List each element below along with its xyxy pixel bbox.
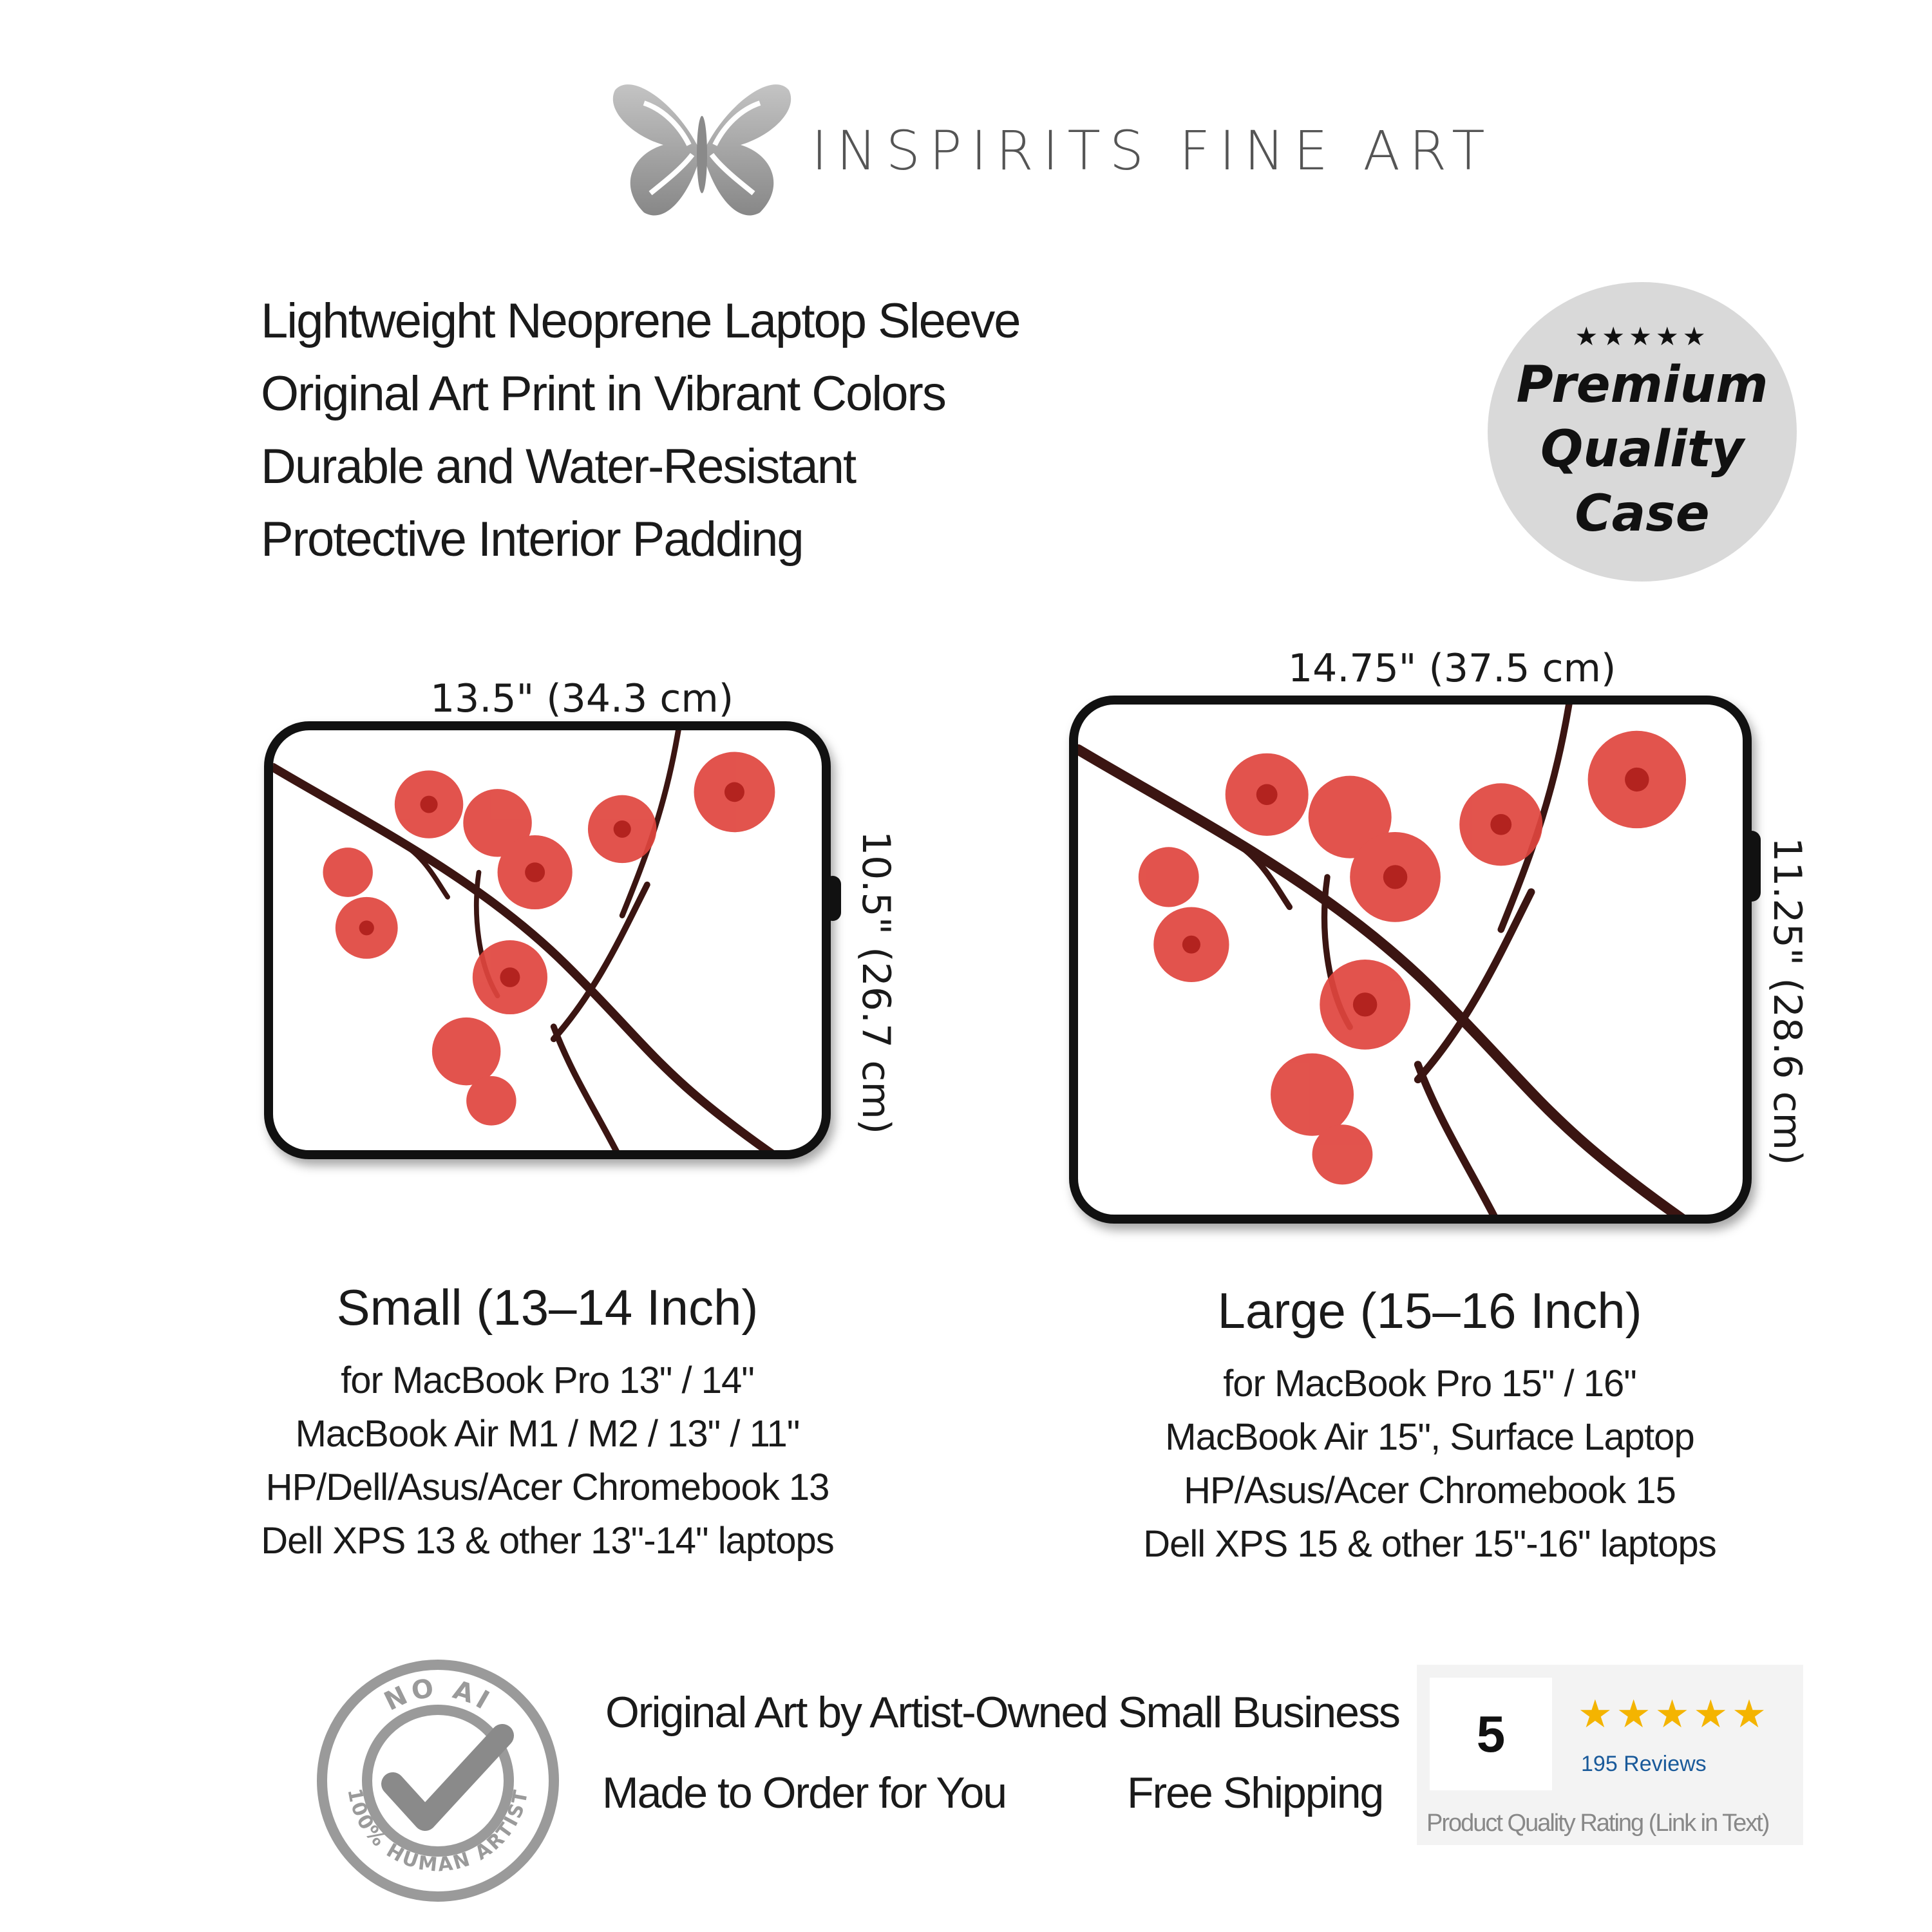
- small-compat-line: Dell XPS 13 & other 13"-14" laptops: [261, 1520, 834, 1562]
- large-compat-line: for MacBook Pro 15" / 16": [1223, 1363, 1636, 1405]
- rating-score: 5: [1430, 1678, 1552, 1790]
- rating-stars-icon: ★★★★★: [1578, 1692, 1770, 1736]
- large-sleeve-image: [1069, 696, 1752, 1224]
- butterfly-logo-icon: [605, 64, 799, 232]
- large-zipper-pull: [1743, 831, 1761, 902]
- cherry-blossom-art: [273, 730, 822, 1150]
- rating-caption: Product Quality Rating (Link in Text): [1426, 1810, 1769, 1837]
- large-width-label: 14.75" (37.5 cm): [1288, 646, 1616, 691]
- small-compat-line: MacBook Air M1 / M2 / 13" / 11": [295, 1413, 800, 1455]
- small-compat-line: for MacBook Pro 13" / 14": [341, 1359, 754, 1401]
- seal-bottom-text: 100% HUMAN ARTIST: [343, 1786, 533, 1877]
- free-shipping-text: Free Shipping: [1127, 1768, 1383, 1817]
- feature-padding: Protective Interior Padding: [261, 512, 803, 567]
- cherry-blossom-art: [1078, 705, 1743, 1215]
- badge-line-case: Case: [1575, 485, 1710, 543]
- feature-durable: Durable and Water-Resistant: [261, 439, 856, 494]
- badge-line-quality: Quality: [1540, 421, 1745, 478]
- small-compat-line: HP/Dell/Asus/Acer Chromebook 13: [265, 1466, 829, 1508]
- small-height-label: 10.5" (26.7 cm): [853, 831, 898, 1135]
- small-sleeve-image: [264, 721, 831, 1159]
- large-compat-line: HP/Asus/Acer Chromebook 15: [1184, 1470, 1676, 1511]
- reviews-link[interactable]: 195 Reviews: [1581, 1752, 1707, 1776]
- badge-stars-icon: ★★★★★: [1575, 323, 1710, 351]
- brand-header: [605, 64, 1494, 232]
- large-size-title: Large (15–16 Inch): [1217, 1282, 1642, 1339]
- brand-name: INSPIRITS FINE ART: [811, 119, 1494, 182]
- premium-quality-badge: [1488, 282, 1797, 582]
- rating-card[interactable]: [1417, 1665, 1803, 1845]
- feature-lightweight: Lightweight Neoprene Laptop Sleeve: [261, 294, 1020, 348]
- large-height-label: 11.25" (28.6 cm): [1765, 837, 1810, 1166]
- small-width-label: 13.5" (34.3 cm): [430, 676, 734, 721]
- made-to-order-text: Made to Order for You: [602, 1768, 1007, 1817]
- seal-top-text: NO AI: [379, 1672, 498, 1718]
- small-zipper-pull: [824, 876, 841, 921]
- artist-owned-text: Original Art by Artist-Owned Small Business: [605, 1688, 1399, 1737]
- small-size-title: Small (13–14 Inch): [336, 1279, 759, 1336]
- badge-line-premium: Premium: [1516, 356, 1768, 414]
- large-compat-line: MacBook Air 15", Surface Laptop: [1165, 1416, 1694, 1458]
- feature-art-print: Original Art Print in Vibrant Colors: [261, 366, 945, 421]
- large-compat-line: Dell XPS 15 & other 15"-16" laptops: [1143, 1523, 1716, 1565]
- checkmark-seal-icon: [316, 1658, 560, 1903]
